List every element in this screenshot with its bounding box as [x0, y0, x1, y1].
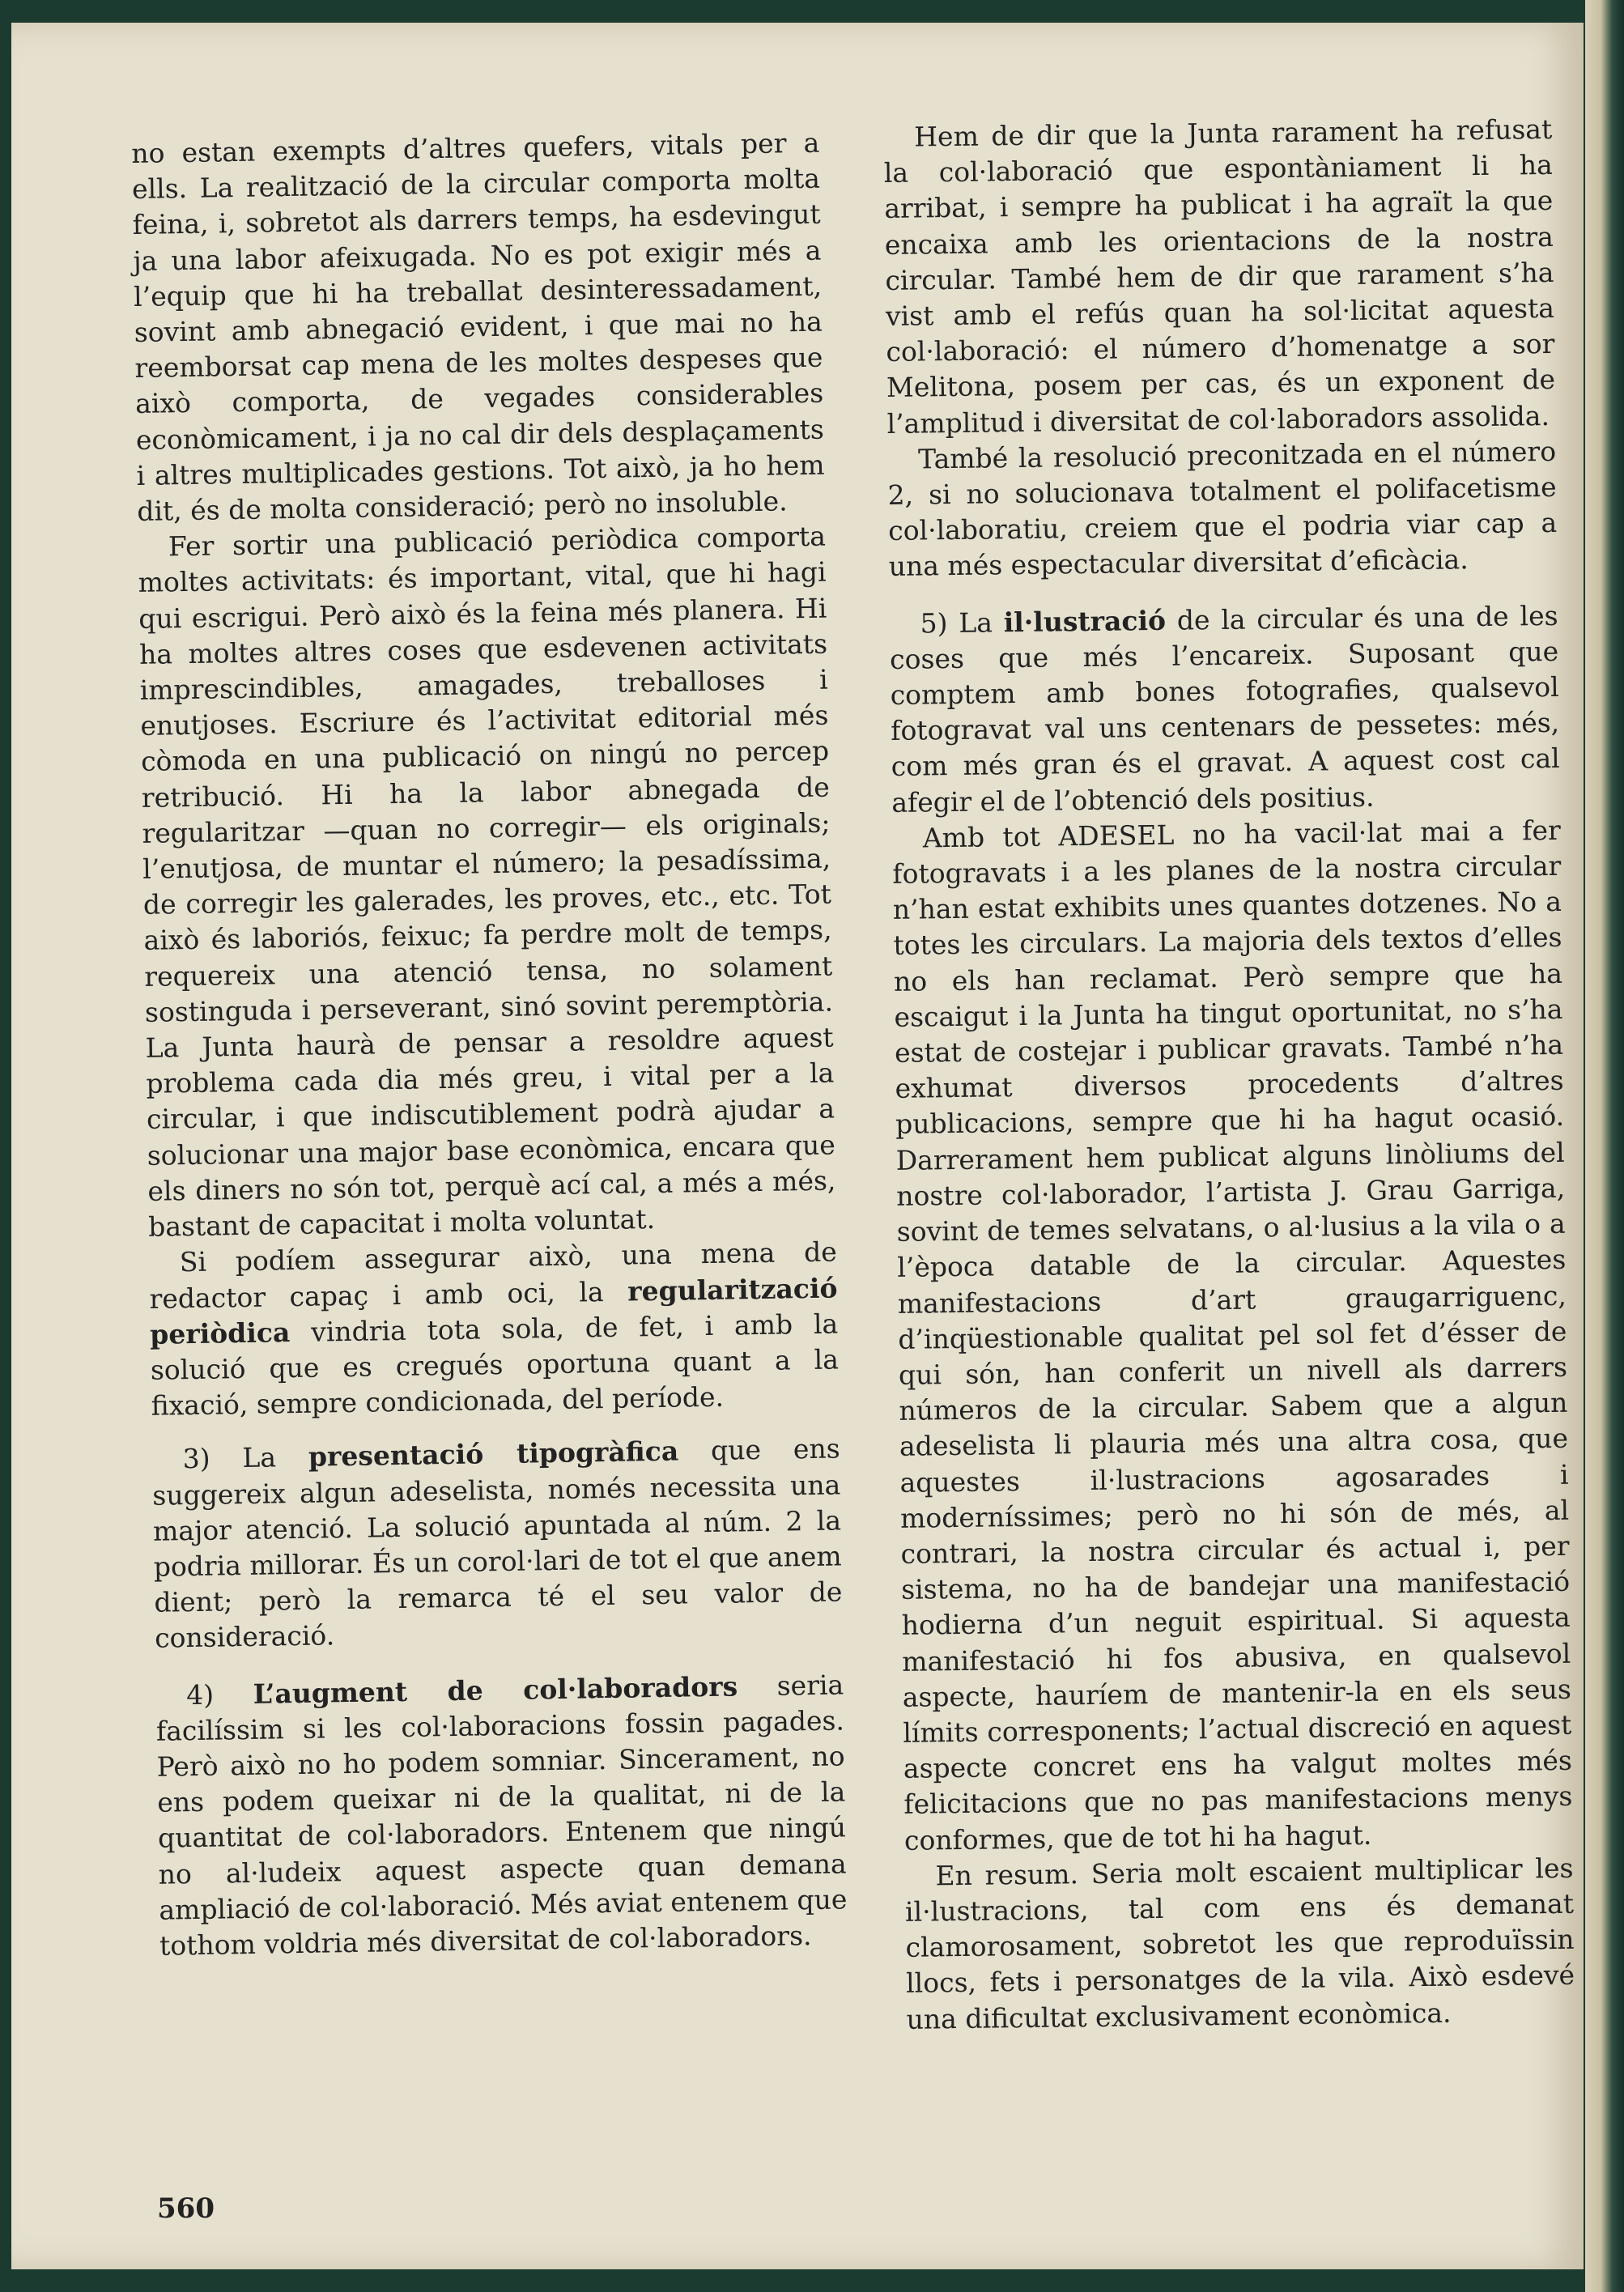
text-run: seria facilíssim si les col·laboracions fossin pagades. Però això no ho podem somniar. Sincerament, no ens podem queixar ni de la qualitat, ni de la quantitat de col·laboradors. Entenem que ningú no al·ludeix aquest aspecte quan demana ampliació de col·laboració. Més aviat entenem que tothom voldria més diversitat de col·laboradors.: [155, 1668, 848, 1962]
paragraph: Amb tot ADESEL no ha vacil·lat mai a fer fotogravats i a les planes de la nostra circular n’han estat exhibits unes quantes dotzenes. No a totes les circulars. La majoria dels textos d’elles no els han reclamat. Però sempre que ha escaigut i la Junta ha tingut oportunitat, no s’ha estat de costejar i publicar gravats. També n’ha exhumat diversos procedents d’altres publicacions, sempre que hi ha hagut ocasió. Darrerament hem publicat alguns linòliums del nostre col·laborador, l’artista J. Grau Garriga, sovint de temes selvatans, o al·lusius a la vila o a l’època datable de la circular. Aquestes manifestacions d’art graugarriguenc, d’inqüestionable qualitat pel sol fet d’ésser de qui són, han conferit un nivell als darrers números de la circular. Sabem que a algun adeselista li plauria més una altra cosa, que aquestes il·lustracions agosarades i moderníssimes; però no hi són de més, al contrari, la nostra circular és actual i, per sistema, no ha de bandejar una manifestació hodierna d’un neguit espiritual. Si aquesta manifestació hi fos abusiva, en qualsevol aspecte, hauríem de mantenir-la en els seus límits corresponents; l’actual discreció en aquest aspecte concret ens ha valgut moltes més felicitacions que no pas manifestacions menys conformes, que de tot hi ha hagut.: [892, 814, 1573, 1856]
text-run: [214, 1678, 253, 1710]
paragraph: no estan exempts d’altres quefers, vitals per a ells. La realització de la circular comporta molta feina, i, sobretot als darrers temps, ha esdevingut ja una labor afeixugada. No es pot exigir més a l’equip que hi ha treballat desinteressadament, sovint amb abnegació evident, i que mai no ha reemborsat cap mena de les moltes despeses que això comporta, de vegades considerables econòmicament, i ja no cal dir dels desplaçaments i altres multiplicades gestions. Tot això, ja ho hem dit, és de molta consideració; però no insoluble.: [131, 126, 825, 527]
paragraph: Hem de dir que la Junta rarament ha refusat la col·laboració que espontàniament li ha arribat, i sempre ha publicat i ha agraït la que encaixa amb les orientacions de la nostra circular. També hem de dir que rarament s’ha vist amb el refús quan ha sol·licitat aquesta col·laboració: el número d’homenatge a sor Melitona, posem per cas, és un exponent de l’amplitud i diversitat de col·laboradors assolida.: [883, 113, 1556, 440]
text-run: La: [947, 606, 1004, 639]
paragraph: També la resolució preconitzada en el número 2, si no solucionava totalment el polifacetisme col·laboratiu, creiem que el podria viar cap a una més espectacular diversitat d’eficàcia.: [887, 435, 1558, 583]
text-run: que ens suggereix algun adeselista, només necessita una major atenció. La solució apuntada al núm. 2 la podria millorar. És un corol·lari de tot el que anem dient; però la remarca té el seu valor de consideració.: [152, 1432, 843, 1655]
section-number: 3): [182, 1442, 210, 1475]
paragraph: En resum. Seria molt escaient multiplicar les il·lustracions, tal com ens és demanat clamorosament, sobretot les que reproduïssin llocs, fets i personatges de la vila. Això esdevé una dificultat exclusivament econòmica.: [904, 1852, 1575, 2035]
book-page: [11, 23, 1584, 2269]
page-edge: [1585, 0, 1624, 2292]
left-column: [131, 125, 848, 1964]
section-3: [151, 1431, 843, 1657]
section-number: 4): [185, 1678, 215, 1711]
paragraph: [149, 1235, 840, 1424]
section-5: [889, 598, 1560, 821]
section-heading: il·lustració: [1003, 604, 1167, 638]
page-number: 560: [157, 2192, 215, 2225]
text-run: vindria tota sola, de fet, i amb la solució que es cregués oportuna quant a la fixació, sempre condicionada, del període.: [150, 1308, 840, 1422]
right-column: [883, 112, 1575, 2038]
section-number: 5): [920, 606, 948, 640]
section-heading: L’augment de col·laboradors: [253, 1670, 738, 1710]
paragraph: Fer sortir una publicació periòdica comporta moltes activitats: és important, vital, que hi hagi qui escrigui. Però això és la feina més planera. Hi ha moltes altres coses que esdevenen activitats imprescindibles, amagades, treballoses i enutjoses. Escriure és l’activitat editorial més còmoda en una publicació on ningú no percep retribució. Hi ha la labor abnegada de regularitzar —quan no corregir— els originals; l’enutjosa, de muntar el número; la pesadíssima, de corregir les galerades, les proves, etc., etc. Tot això és laboriós, feixuc; fa perdre molt de temps, requereix una atenció tensa, no solament sostinguda i perseverant, sinó sovint peremptòria. La Junta haurà de pensar a resoldre aquest problema cada dia més greu, i vital per a la circular, i que indiscutiblement podrà ajudar a solucionar una major base econòmica, encara que els diners no són tot, perquè ací cal, a més a més, bastant de capacitat i molta voluntat.: [138, 520, 836, 1243]
bold-term: regularització periòdica: [149, 1271, 838, 1350]
section-heading: presentació tipogràfica: [308, 1435, 679, 1473]
section-4: [155, 1667, 848, 1964]
text-run: de la circular és una de les coses que més l’encareix. Suposant que comptem amb bones fotografies, qualsevol fotogravat val uns centenars de pessetes: més, com més gran és el gravat. A aquest cost cal afegir el de l’obtenció dels positius.: [889, 599, 1560, 819]
text-run: La: [210, 1441, 309, 1474]
text-run: Si podíem assegurar això, una mena de redactor capaç i amb oci, la: [149, 1235, 838, 1315]
